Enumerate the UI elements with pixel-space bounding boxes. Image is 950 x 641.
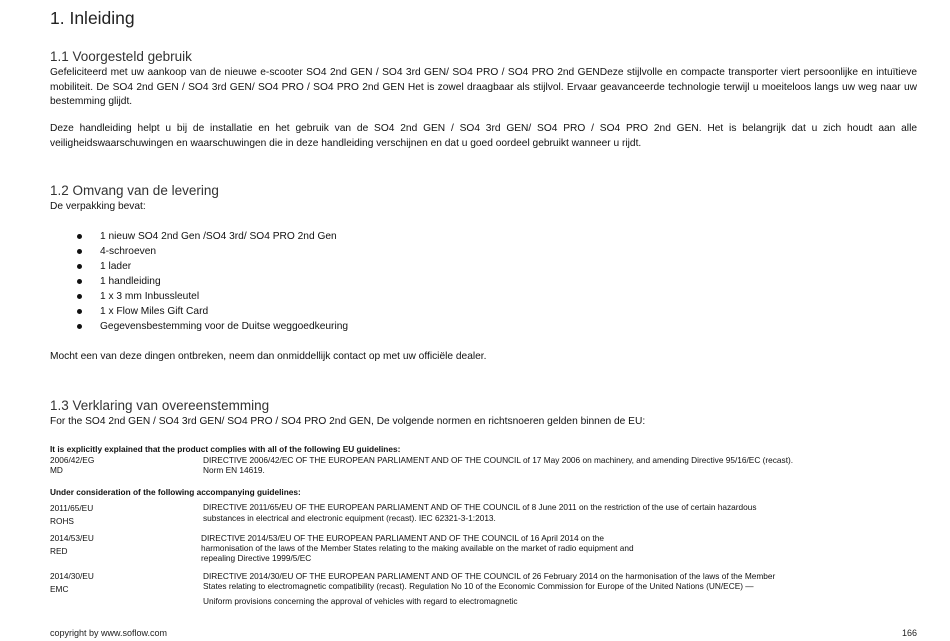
section-1-2-title: 1.2 Omvang van de levering <box>50 183 219 198</box>
md-text-line-2: Norm EN 14619. <box>203 465 265 475</box>
section-1-3-title: 1.3 Verklaring van overeenstemming <box>50 398 270 413</box>
md-code: 2006/42/EG <box>50 455 95 465</box>
missing-items-note: Mocht een van deze dingen ontbreken, neem dan onmiddellijk contact op met uw officiële dealer. <box>50 351 487 362</box>
red-code: 2014/53/EU <box>50 533 94 543</box>
delivery-intro: De verpakking bevat: <box>50 201 146 212</box>
list-item: 1 nieuw SO4 2nd Gen /SO4 3rd/ SO4 PRO 2nd Gen <box>50 229 348 244</box>
rohs-abbr: ROHS <box>50 516 74 526</box>
bullet-icon <box>77 234 82 239</box>
md-abbr: MD <box>50 465 63 475</box>
md-text-line-1: DIRECTIVE 2006/42/EC OF THE EUROPEAN PARLIAMENT AND OF THE COUNCIL of 17 May 2006 on machinery, and amending Directive 95/16/EC (recast). <box>203 455 794 465</box>
emc-text-line-3: Uniform provisions concerning the approval of vehicles with regard to electromagnetic <box>203 596 518 606</box>
list-item: 1 x 3 mm Inbussleutel <box>50 289 348 304</box>
list-item: 4-schroeven <box>50 244 348 259</box>
section-1-1-paragraph-2: Deze handleiding helpt u bij de installatie en het gebruik van de SO4 2nd GEN / SO4 3rd GEN/ SO4 PRO / SO4 PRO 2nd GEN. Het is belangrijk dat u zich houdt aan alle veiligheidswaarschuwingen en waarschuwingen die in deze handleiding verschijnen en dat u goed oordeel gebruikt wanneer u rijdt. <box>50 123 917 149</box>
emc-text-line-2: States relating to electromagnetic compatibility (recast). Regulation No 10 of the Economic Commission for Europe of the United Nations (UN/ECE) — <box>203 581 754 591</box>
bullet-icon <box>77 294 82 299</box>
page-title: 1. Inleiding <box>50 8 135 28</box>
rohs-text-line-2: substances in electrical and electronic equipment (recast). IEC 62321-3-1:2013. <box>203 513 496 523</box>
bullet-icon <box>77 279 82 284</box>
red-text-line-2: harmonisation of the laws of the Member States relating to the making available on the market of radio equipment and <box>201 543 634 553</box>
explicit-guidelines-heading: It is explicitly explained that the product complies with all of the following EU guidelines: <box>50 444 401 454</box>
section-1-1-title: 1.1 Voorgesteld gebruik <box>50 49 192 64</box>
bullet-icon <box>77 249 82 254</box>
emc-code: 2014/30/EU <box>50 571 94 581</box>
rohs-code: 2011/65/EU <box>50 503 94 513</box>
bullet-icon <box>77 309 82 314</box>
red-text-line-3: repealing Directive 1999/5/EC <box>201 553 312 563</box>
footer-page-number: 166 <box>901 628 917 638</box>
list-item: 1 x Flow Miles Gift Card <box>50 304 348 319</box>
list-item: Gegevensbestemming voor de Duitse weggoedkeuring <box>50 319 348 334</box>
emc-text-line-1: DIRECTIVE 2014/30/EU OF THE EUROPEAN PARLIAMENT AND OF THE COUNCIL of 26 February 2014 on the harmonisation of the laws of the Member <box>203 571 776 581</box>
list-item: 1 handleiding <box>50 274 348 289</box>
section-1-1-paragraph-1: Gefeliciteerd met uw aankoop van de nieuwe e-scooter SO4 2nd GEN / SO4 3rd GEN/ SO4 PRO / SO4 PRO 2nd GENDeze stijlvolle en compacte transporter viert persoonlijke en intuïtieve mobiliteit. De SO4 2nd GEN / SO4 3rd GEN/ SO4 PRO / SO4 PRO 2nd GEN Het is zowel draagbaar als stijlvol. Ervaar geavanceerde technologie terwijl u moeiteloos langs uw weg naar uw bestemming glijdt. <box>50 67 917 107</box>
emc-abbr: EMC <box>50 584 69 594</box>
delivery-list <box>50 229 348 334</box>
list-item: 1 lader <box>50 259 348 274</box>
red-abbr: RED <box>50 546 68 556</box>
bullet-icon <box>77 324 82 329</box>
accompanying-guidelines-heading: Under consideration of the following accompanying guidelines: <box>50 487 301 497</box>
conformity-intro: For the SO4 2nd GEN / SO4 3rd GEN/ SO4 PRO / SO4 PRO 2nd GEN, De volgende normen en richtsnoeren gelden binnen de EU: <box>50 416 646 427</box>
rohs-text-line-1: DIRECTIVE 2011/65/EU OF THE EUROPEAN PARLIAMENT AND OF THE COUNCIL of 8 June 2011 on the restriction of the use of certain hazardous <box>203 502 757 512</box>
footer-copyright: copyright by www.soflow.com <box>50 628 168 638</box>
bullet-icon <box>77 264 82 269</box>
red-text-line-1: DIRECTIVE 2014/53/EU OF THE EUROPEAN PARLIAMENT AND OF THE COUNCIL of 16 April 2014 on the <box>201 533 605 543</box>
